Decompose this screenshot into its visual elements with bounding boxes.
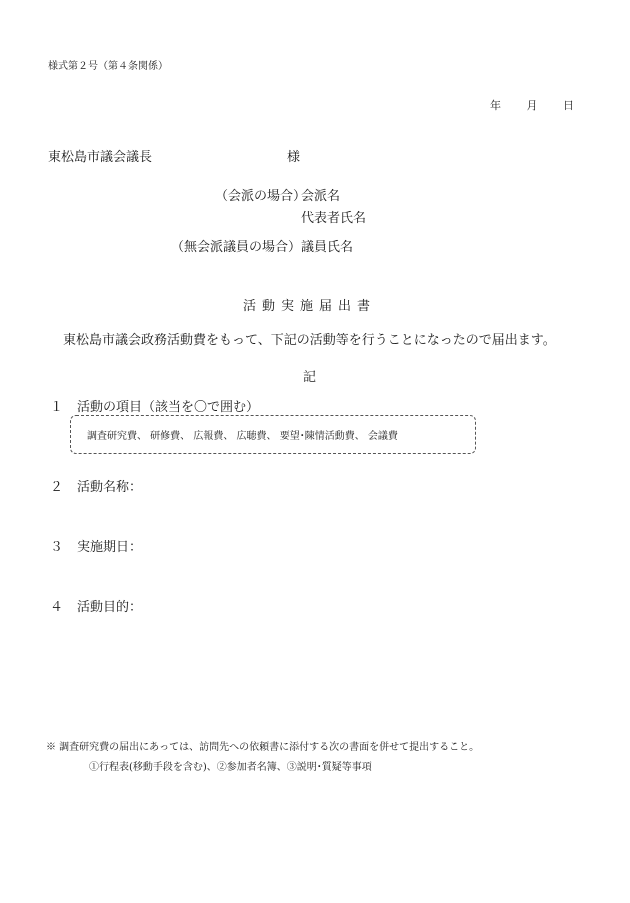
date-fields [490,97,574,113]
section-label: 活動名称： [77,480,143,495]
faction-name-field[interactable]: 会派名 [301,189,341,204]
intro-text: 東松島市議会政務活動費をもって、下記の活動等を行うことになったので届出ます。 [63,333,556,348]
section-activity-name[interactable] [50,476,142,495]
honorific: 様 [287,150,301,165]
section-number: ４ [50,600,64,615]
section-label: 実施期日： [77,540,143,555]
activity-items-list: 調査研究費、 研修費、 広報費、 広聴費、 要望･陳情活動費、 会議費 [87,431,398,442]
day-label: 日 [563,99,574,112]
note-line-1: ※ 調査研究費の届出にあっては、訪問先への依頼書に添付する次の書面を併せて提出すること。 [46,742,480,753]
month-label: 月 [526,99,538,112]
section-number: ３ [50,540,64,555]
year-label: 年 [490,99,501,112]
activity-items-box[interactable] [70,415,476,454]
form-number: 様式第２号（第４条関係） [48,61,168,72]
addressee: 東松島市議会議長 [48,150,153,165]
section-label: 活動の項目（該当を〇で囲む） [77,400,260,415]
section-activity-items [50,396,259,415]
member-name-field[interactable]: 議員氏名 [301,240,354,255]
ki-heading: 記 [303,370,317,385]
note-line-2: ①行程表(移動手段を含む)、②参加者名簿、③説明･質疑等事項 [89,762,372,773]
section-implementation-date[interactable] [50,536,142,555]
representative-name-field[interactable]: 代表者氏名 [301,211,367,226]
section-activity-purpose[interactable] [50,596,142,615]
faction-case-label: （会派の場合） [215,189,307,204]
document-title: 活動実施届出書 [243,299,377,314]
section-label: 活動目的： [77,600,143,615]
independent-case-label: （無会派議員の場合） [171,240,302,255]
section-number: １ [50,400,64,415]
section-number: ２ [50,480,64,495]
